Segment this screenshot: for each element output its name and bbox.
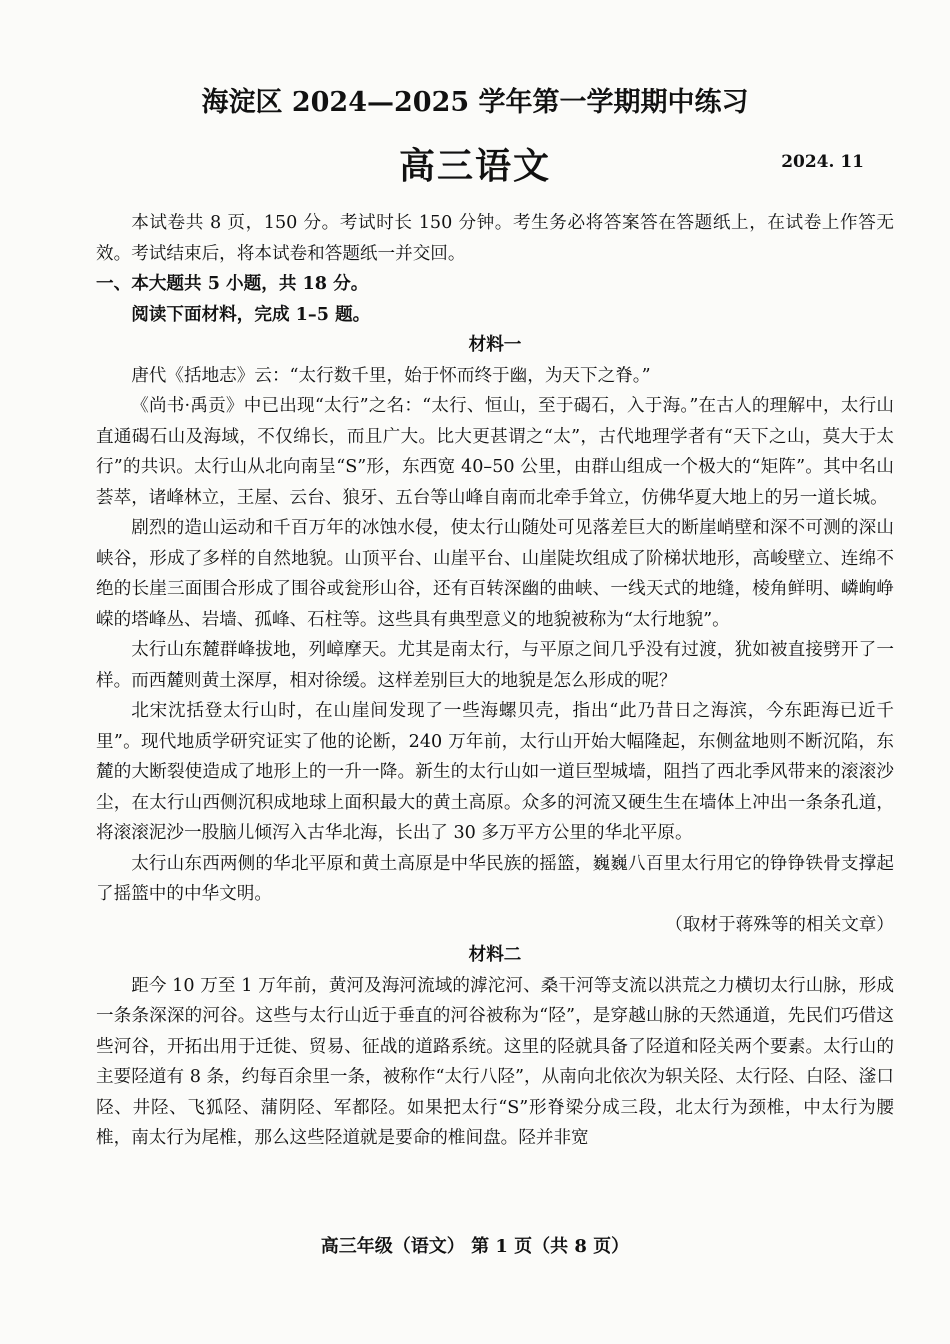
material-one-paragraph: 太行山东麓群峰拔地，列嶂摩天。尤其是南太行，与平原之间几乎没有过渡，犹如被直接劈开了一样。而西麓则黄土深厚，相对徐缓。这样差别巨大的地貌是怎么形成的呢？ xyxy=(96,640,894,691)
material-one-paragraph: 剧烈的造山运动和千百万年的冰蚀水侵，使太行山随处可见落差巨大的断崖峭壁和深不可测的深山峡谷，形成了多样的自然地貌。山顶平台、山崖平台、山崖陡坎组成了阶梯状地形，高峻壁立、连绵不绝的长崖三面围合形成了围谷或瓮形山谷，还有百转深幽的曲峡、一线天式的地缝，棱角鲜明、嶙峋峥嵘的塔峰丛、岩墙、孤峰、石柱等。这些具有典型意义的地貌被称为“太行地貌”。 xyxy=(96,518,894,630)
material-one-paragraph: 《尚书·禹贡》中已出现“太行”之名：“太行、恒山，至于碣石，入于海。”在古人的理解中，太行山直通碣石山及海域，不仅绵长，而且广大。比大更甚谓之“太”，古代地理学者有“天下之山，莫大于太行”的共识。太行山从北向南呈“S”形，东西宽 40–50 公里，由群山组成一个极大的“矩阵”。其中名山荟萃，诸峰林立，王屋、云台、狼牙、五台等山峰自南而北牵手耸立，仿佛华夏大地上的另一道长城。 xyxy=(96,396,894,508)
exam-content xyxy=(96,208,894,1154)
material-one-paragraph: 北宋沈括登太行山时，在山崖间发现了一些海螺贝壳，指出“此乃昔日之海滨，今东距海已近千里”。现代地质学研究证实了他的论断，240 万年前，太行山开始大幅隆起，东侧盆地则不断沉陷，东麓的大断裂使造成了地形上的一升一降。新生的太行山如一道巨型城墙，阻挡了西北季风带来的滚滚沙尘，在太行山西侧沉积成地球上面积最大的黄土高原。众多的河流又硬生生在墙体上冲出一条条孔道，将滚滚泥沙一股脑儿倾泻入古华北海，长出了 30 多万平方公里的华北平原。 xyxy=(96,701,894,843)
exam-date: 2024. 11 xyxy=(781,152,864,172)
subject-title: 高三语文 xyxy=(398,145,551,187)
material-two-title: 材料二 xyxy=(468,944,522,965)
material-two-paragraph: 距今 10 万至 1 万年前，黄河及海河流域的滹沱河、桑干河等支流以洪荒之力横切太行山脉，形成一条条深深的河谷。这些与太行山近于垂直的河谷被称为“陉”，是穿越山脉的天然通道，先民们巧借这些河谷，开拓出用于迁徙、贸易、征战的道路系统。这里的陉就具备了陉道和陉关两个要素。太行山的主要陉道有 8 条，约每百余里一条，被称作“太行八陉”，从南向北依次为轵关陉、太行陉、白陉、滏口陉、井陉、飞狐陉、蒲阴陉、军都陉。如果把太行“S”形脊梁分成三段，北太行为颈椎，中太行为腰椎，南太行为尾椎，那么这些陉道就是要命的椎间盘。陉并非宽 xyxy=(96,975,894,1148)
exam-title: 海淀区 2024—2025 学年第一学期期中练习 xyxy=(201,87,749,118)
instructions-text: 本试卷共 8 页，150 分。考试时长 150 分钟。考生务必将答案答在答题纸上，在试卷上作答无效。考试结束后，将本试卷和答题纸一并交回。 xyxy=(96,213,894,264)
material-one-title: 材料一 xyxy=(468,334,522,355)
section-prompt: 阅读下面材料，完成 1–5 题。 xyxy=(131,303,371,325)
material-one-source: （取材于蒋殊等的相关文章） xyxy=(665,914,894,935)
material-one-paragraph: 唐代《括地志》云：“太行数千里，始于怀而终于幽，为天下之脊。” xyxy=(131,365,651,386)
page-footer: 高三年级（语文） 第 1 页（共 8 页） xyxy=(320,1236,630,1257)
section-heading: 一、本大题共 5 小题，共 18 分。 xyxy=(96,273,369,294)
subject-row xyxy=(0,138,950,187)
material-one-paragraph: 太行山东西两侧的华北平原和黄土高原是中华民族的摇篮，巍巍八百里太行用它的铮铮铁骨支撑起了摇篮中的中华文明。 xyxy=(96,853,894,904)
